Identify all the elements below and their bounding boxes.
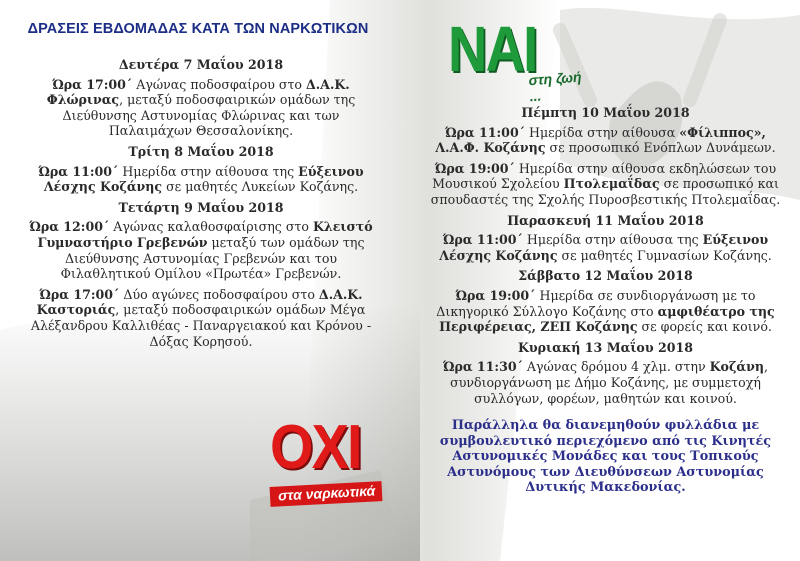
event-text: Ημερίδα σε συνδιοργάνωση με το Δικηγορικό Σύλλογο Κοζάνης στο (436, 287, 756, 319)
day-heading: Παρασκευή 11 Μαΐου 2018 (507, 212, 704, 228)
oxi-logo-text: ΟΧΙ (270, 413, 361, 482)
event-time: Ώρα 11:00΄ (442, 232, 523, 248)
event-text: Ημερίδα στην αίθουσα της (118, 163, 299, 179)
oxi-logo (250, 413, 390, 522)
event-text: , μεταξύ ποδοσφαιρικών ομάδων της Διεύθυνσης Αστυνομίας Φλώρινας και των Παλαιμάχων Θεσσαλονίκης. (62, 92, 356, 139)
day-heading: Τετάρτη 9 Μαΐου 2018 (118, 199, 284, 215)
event-venue: Εύξεινου Λέσχης Κοζάνης (439, 232, 769, 263)
event-time: Ώρα 12:00΄ (29, 219, 110, 235)
event-venue: Κλειστό Γυμναστήριο Γρεβενών (37, 219, 373, 250)
event-text: σε μαθητές Γυμνασίων Κοζάνης. (557, 247, 772, 263)
nai-logo-subtitle: στη ζωή ... (527, 68, 583, 105)
event-venue: Κοζάνη (709, 359, 764, 375)
event-text: , μεταξύ ποδοσφαιρικών ομάδων Μέγα Αλέξανδρου Καλλιθέας - Παναργειακού και Κρόνου - Δόξας Κορησού. (30, 302, 372, 349)
event-item (428, 125, 783, 156)
event-item (26, 164, 376, 195)
day-heading: Τρίτη 8 Μαΐου 2018 (128, 143, 274, 159)
event-time: Ώρα 17:00΄ (52, 76, 133, 92)
leaflet-note: Παράλληλα θα διανεμηθούν φυλλάδια με συμβουλευτικό περιεχόμενο από τις Κινητές Αστυνομικές Μονάδες και τους Τοπικούς Αστυνόμους των Διευθύνσεων Αστυνομίας Δυτικής Μακεδονίας. (439, 418, 772, 496)
event-item (26, 287, 376, 349)
event-text: σε προσωπικό Ενόπλων Δυνάμεων. (545, 140, 776, 156)
event-text: Αγώνας ποδοσφαίρου στο (132, 76, 307, 92)
event-time: Ώρα 19:00΄ (455, 287, 536, 303)
event-text: σε μαθητές Λυκείων Κοζάνης. (162, 179, 359, 195)
event-venue: αμφιθέατρο της Περιφέρειας, ΖΕΠ Κοζάνης (439, 303, 775, 335)
event-time: Ώρα 17:00΄ (39, 286, 120, 302)
event-text: Αγώνας καλαθοσφαίρισης στο (109, 219, 313, 235)
event-item (26, 77, 376, 139)
day-heading: Πέμπτη 10 Μαΐου 2018 (521, 105, 690, 120)
event-venue: «Φίλιππος», Λ.Α.Φ. Κοζάνης (435, 124, 766, 156)
page-title: ΔΡΑΣΕΙΣ ΕΒΔΟΜΑΔΑΣ ΚΑΤΑ ΤΩΝ ΝΑΡΚΩΤΙΚΩΝ (27, 21, 369, 37)
event-text: σε φορείς και κοινό. (637, 319, 772, 335)
event-text: Ημερίδα στην αίθουσα (525, 124, 680, 140)
event-venue: Δ.Α.Κ. Καστοριάς (36, 286, 363, 318)
event-time: Ώρα 19:00΄ (434, 160, 515, 176)
event-text: Ημερίδα στην αίθουσα της (522, 232, 703, 248)
event-item (26, 219, 376, 281)
event-item (428, 161, 783, 208)
event-text: Αγώνας δρόμου 4 χλμ. στην (522, 359, 710, 375)
event-text: μεταξύ των ομάδων της Διεύθυνσης Αστυνομίας Γρεβενών και του Φιλαθλητικού Ομίλου «Πρωτέα» Γρεβενών. (60, 234, 365, 282)
event-time: Ώρα 11:30΄ (442, 359, 523, 375)
right-column (428, 103, 783, 496)
event-text: σε προσωπικό και σπουδαστές της Σχολής Πυροσβεστικής Πτολεμαΐδας. (430, 176, 781, 207)
day-heading: Σάββατο 12 Μαΐου 2018 (518, 268, 693, 284)
nai-logo-text: ΝΑΙ (448, 13, 537, 85)
event-item (428, 359, 783, 406)
day-heading: Κυριακή 13 Μαΐου 2018 (517, 339, 694, 355)
event-venue: Δ.Α.Κ. Φλώρινας (46, 76, 350, 108)
event-venue: Πτολεμαΐδας (563, 176, 660, 192)
nai-logo (444, 13, 594, 105)
event-text: , συνδιοργάνωση με Δήμο Κοζάνης, με συμμετοχή συλλόγων, φορέων, μαθητών και κοινού. (450, 359, 769, 406)
event-time: Ώρα 11:00΄ (445, 124, 526, 140)
event-item (428, 232, 783, 263)
event-text: Δύο αγώνες ποδοσφαίρου στο (119, 286, 319, 302)
event-item (428, 288, 783, 335)
event-text: Ημερίδα στην αίθουσα εκδηλώσεων του Μουσικού Σχολείου (432, 160, 777, 192)
day-heading: Δευτέρα 7 Μαΐου 2018 (118, 57, 284, 72)
left-column (26, 55, 376, 354)
event-venue: Εύξεινου Λέσχης Κοζάνης (43, 163, 364, 195)
event-time: Ώρα 11:00΄ (38, 163, 119, 179)
oxi-logo-subtitle: στα ναρκωτικά (277, 482, 376, 504)
